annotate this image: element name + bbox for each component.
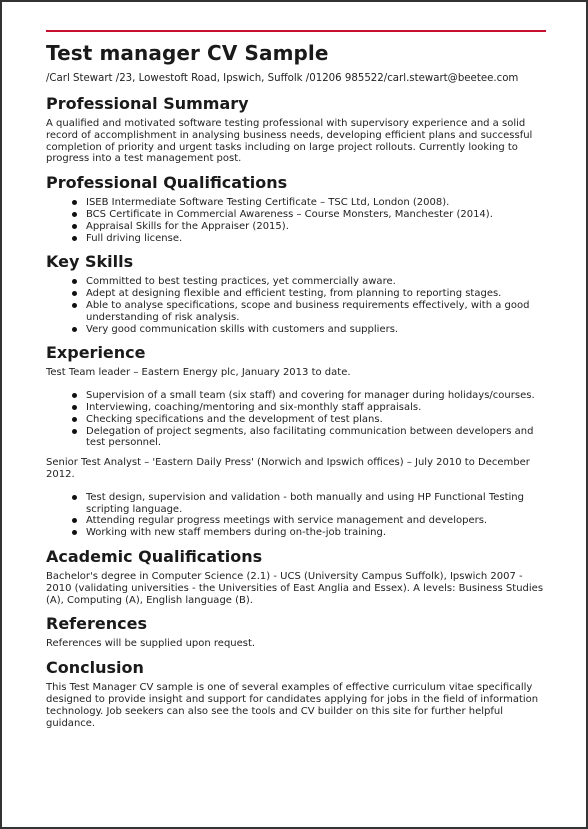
list-item: Very good communication skills with customers and suppliers. <box>86 324 546 336</box>
bullet-icon <box>72 236 77 241</box>
list-item: Working with new staff members during on-the-job training. <box>86 527 546 539</box>
bullet-icon <box>72 303 77 308</box>
conclusion-heading: Conclusion <box>46 658 144 678</box>
summary-text: A qualified and motivated software testing professional with supervisory experience and a solid record of accomplishment in analysing business needs, developing efficient plans and successful completion of priority and urgent tasks including on large project rollouts. Currently looking to progress into a test management post. <box>46 118 533 165</box>
references-heading: References <box>46 614 147 634</box>
skills-list <box>46 276 546 335</box>
list-item: ISEB Intermediate Software Testing Certificate – TSC Ltd, London (2008). <box>86 197 546 209</box>
bullet-icon <box>72 518 77 523</box>
conclusion-text: This Test Manager CV sample is one of several examples of effective curriculum vitae specifically designed to provide insight and support for candidates applying for jobs in the field of information technology. Job seekers can also see the tools and CV builder on this site for further helpful guidance. <box>46 682 539 729</box>
bullet-icon <box>72 224 77 229</box>
job-title: Test Team leader – Eastern Energy plc, January 2013 to date. <box>46 367 351 379</box>
academic-text: Bachelor's degree in Computer Science (2.1) - UCS (University Campus Suffolk), Ipswich 2007 - 2010 (validating universities - the Universities of East Anglia and Essex). A levels: Business Studies (A), Computing (A), English language (B). <box>46 570 544 606</box>
list-item: Supervision of a small team (six staff) and covering for manager during holidays/courses. <box>86 390 546 402</box>
job-duties-list <box>46 492 546 539</box>
bullet-icon <box>72 200 77 205</box>
spacer <box>46 481 546 489</box>
bullet-icon <box>72 291 77 296</box>
header-accent-line <box>46 30 546 32</box>
list-item: Test design, supervision and validation - both manually and using HP Functional Testing scripting language. <box>86 492 546 516</box>
spacer <box>46 449 546 457</box>
bullet-icon <box>72 212 77 217</box>
list-item: Interviewing, coaching/mentoring and six-monthly staff appraisals. <box>86 402 546 414</box>
bullet-icon <box>72 530 77 535</box>
page-title: Test manager CV Sample <box>46 41 329 65</box>
list-item: Full driving license. <box>86 233 546 245</box>
list-item: BCS Certificate in Commercial Awareness – Course Monsters, Manchester (2014). <box>86 209 546 221</box>
bullet-icon <box>72 405 77 410</box>
list-item: Appraisal Skills for the Appraiser (2015). <box>86 221 546 233</box>
experience-heading: Experience <box>46 343 146 363</box>
bullet-icon <box>72 279 77 284</box>
list-item: Committed to best testing practices, yet commercially aware. <box>86 276 546 288</box>
bullet-icon <box>72 417 77 422</box>
qualifications-list <box>46 197 546 244</box>
spacer <box>46 379 546 387</box>
references-text: References will be supplied upon request. <box>46 638 256 650</box>
list-item: Checking specifications and the development of test plans. <box>86 414 546 426</box>
list-item: Able to analyse specifications, scope and business requirements effectively, with a good understanding of risk analysis. <box>86 300 546 324</box>
list-item: Attending regular progress meetings with service management and developers. <box>86 515 546 527</box>
job-duties-list <box>46 390 546 449</box>
list-item: Adept at designing flexible and efficient testing, from planning to reporting stages. <box>86 288 546 300</box>
contact-line: /Carl Stewart /23, Lowestoft Road, Ipswich, Suffolk /01206 985522/carl.stewart@beetee.com <box>46 73 519 84</box>
skills-heading: Key Skills <box>46 252 134 272</box>
bullet-icon <box>72 429 77 434</box>
job-title: Senior Test Analyst – 'Eastern Daily Press' (Norwich and Ipswich offices) – July 2010 to December 2012. <box>46 457 530 480</box>
bullet-icon <box>72 495 77 500</box>
academic-heading: Academic Qualifications <box>46 546 263 566</box>
qualifications-heading: Professional Qualifications <box>46 173 288 193</box>
bullet-icon <box>72 393 77 398</box>
list-item: Delegation of project segments, also facilitating communication between developers and test personnel. <box>86 426 546 450</box>
cv-content <box>46 40 546 729</box>
summary-heading: Professional Summary <box>46 94 249 113</box>
bullet-icon <box>72 327 77 332</box>
